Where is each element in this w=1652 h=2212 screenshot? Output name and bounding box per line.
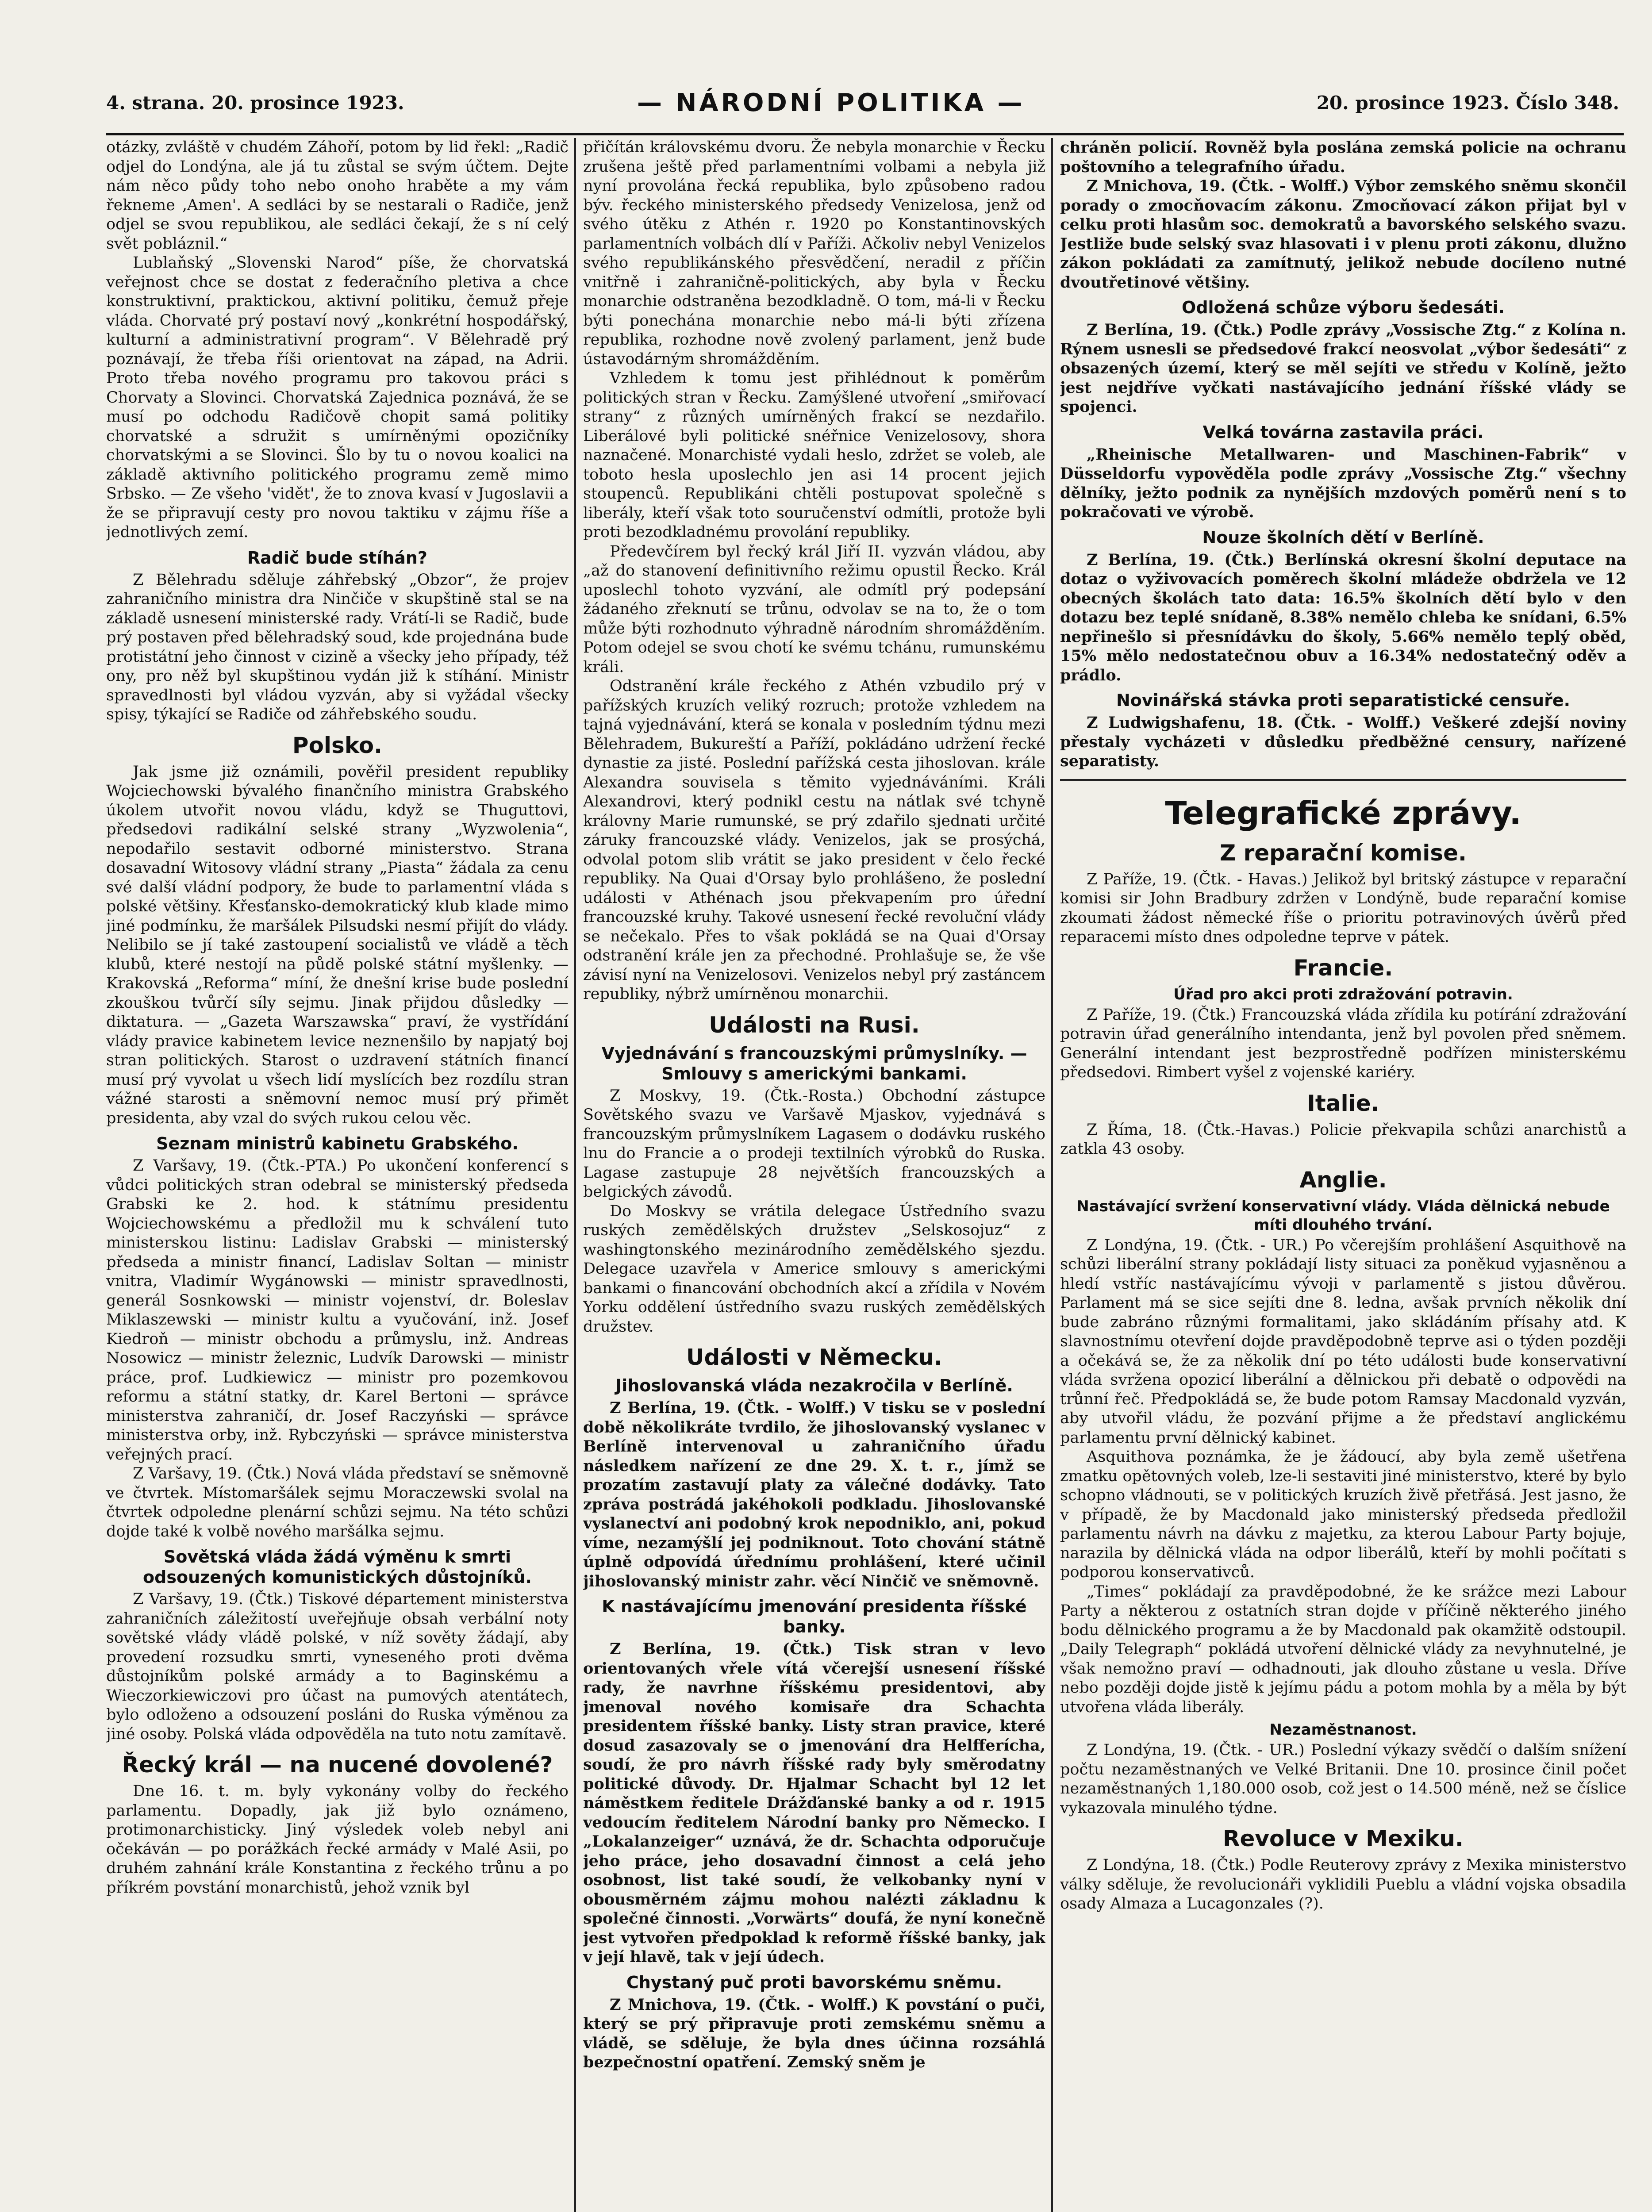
article-text: „Rheinische Metallwaren- und Maschinen-Fabrik“ v Düsseldorfu vypověděla podle zprávy „Vossische Ztg.“ všechny dělníky, ježto podnik za nynějších mzdových poměrů není s to pokračovati ve výrobě. [1060, 445, 1626, 521]
article-text: Z Říma, 18. (Čtk.-Havas.) Policie překvapila schůzi anarchistů a zatkla 43 osoby. [1060, 1121, 1626, 1158]
article-text: Lublaňský „Slovenski Narod“ píše, že chorvatská veřejnost chce se dostat z federačního pletiva a chce konstruktivní, praktickou, aktivní politiku, čemuž přeje vláda. Chorvaté prý postaví nový „konkrétní hospodářský, kulturní a administrativní program“. V Bělehradě prý poznávají, že třeba říši orientovat na západ, na Adrii. Proto třeba nového programu pro takovou práci s Chorvaty a Slovinci. Chorvatská Zajednica poznává, že se musí po odchodu Radičově chopit samá politiky chorvatské a sdružit s umírněnými opozičníky chorvatskými a se Slovinci. Šlo by tu o novou koalici na základě aktivního politického programu země mimo Srbsko. — Ze všeho 'vidět', že to znova kvasí v Jugoslavii a že se připravují cesty pro novou taktiku v zájmu říše a jednotlivých zemí. [106, 254, 569, 541]
article-heading: Nastávající svržení konservativní vlády. Vláda dělnická nebude míti dlouhého trvání. [1076, 1197, 1610, 1234]
article-heading: Velká továrna zastavila práci. [1203, 422, 1484, 442]
subsection-heading: Francie. [1293, 955, 1393, 981]
article-text: Z Ludwigshafenu, 18. (Čtk. - Wolff.) Veškeré zdejší noviny přestaly vycházeti v důsledku předběžné censury, nařízené separatisty. [1060, 714, 1626, 770]
subsection-heading: Italie. [1307, 1090, 1379, 1116]
article-heading: Chystaný puč proti bavorskému sněmu. [626, 1972, 1003, 1992]
article-text: Předevčírem byl řecký král Jiří II. vyzván vládou, aby „až do stanovení definitivního režimu opustil Řecko. Král uposlechl tohoto vyzvání, ale odmítl prý podepsání žádaného zřeknutí se trůnu, odvolav se na to, že o tom může býti rozhodnuto výhradně národním shromážděním. Potom odejel se svou chotí ke svému tchánu, rumunskému králi. [583, 542, 1045, 676]
article-text: Do Moskvy se vrátila delegace Ústředního svazu ruských zemědělských družstev „Selskosojuz“ z washingtonského mezinárodního zemědělského sjezdu. Delegace uzavřela v Americe smlouvy s americkými bankami o financování obchodních akcí a zřídila v Novém Yorku oddělení ústředního svazu ruských zemědělských družstev. [583, 1202, 1045, 1336]
article-text: Dne 16. t. m. byly vykonány volby do řeckého parlamentu. Dopadly, jak již bylo oznámeno, protimonarchisticky. Jiný výsledek voleb nebyl ani očekáván — po porážkách řecké armády v Malé Asii, po druhém zahnání krále Konstantina z řeckého trůnu a po příkrém povstání monarchistů, jehož vznik byl [106, 1782, 569, 1897]
page-date-right: 20. prosince 1923. Číslo 348. [1316, 92, 1619, 114]
article-heading: Nezaměstnanost. [1269, 1721, 1417, 1739]
article-text: Asquithova poznámka, že je žádoucí, aby byla země ušetřena zmatku opětovných voleb, lze-li sestaviti jiné ministerstvo, které by bylo schopno vládnouti, se v politických kruzích živě přetřásá. Jest jasno, že v případě, že by Macdonald jako ministerský předseda předložil parlamentu návrh na dávku z majetku, za kterou Labour Party bojuje, narazila by dělnická vláda na odpor liberálů, kteří by mohli počítati s podporou konservativců. [1060, 1448, 1626, 1581]
section-heading: Telegrafické zprávy. [1165, 794, 1521, 832]
article-text: Z Mnichova, 19. (Čtk. - Wolff.) K povstání o puči, který se prý připravuje proti zemskému sněmu a vládě, se sděluje, že byla dnes účinna rozsáhlá bezpečnostní opatření. Zemský sněm je [583, 1995, 1045, 2071]
subsection-heading: Z reparační komise. [1219, 840, 1467, 866]
column-3 [1060, 138, 1626, 2212]
article-heading: Jihoslovanská vláda nezakročila v Berlíně. [615, 1376, 1013, 1395]
section-divider [1060, 779, 1626, 781]
subsection-heading: Revoluce v Mexiku. [1223, 1826, 1464, 1851]
article-text: Z Varšavy, 19. (Čtk.) Tiskové département ministerstva zahraničních záležitostí uveřejňuje obsah verbální noty sovětské vlády vládě polské, v níž sověty žádají, aby provedení rozsudku smrti, vyneseného proti dvěma důstojníkům polské armády a to Baginskému a Wieczorkiewiczovi pro účast na pumových atentátech, bylo odloženo a odsouzení posláni do Ruska výměnou za jiné osoby. Polská vláda odpověděla na tuto notu zamítavě. [106, 1590, 569, 1743]
subsection-heading: Anglie. [1299, 1167, 1387, 1193]
section-heading: Polsko. [292, 732, 383, 758]
article-heading: Vyjednávání s francouzskými průmyslníky. — Smlouvy s americkými bankami. [601, 1043, 1027, 1083]
article-text: Z Berlína, 19. (Čtk. - Wolff.) V tisku se v poslední době několikráte tvrdilo, že jihoslovanský vyslanec v Berlíně intervenoval u zahraničního úřadu následkem nařízení ze dne 29. X. t. r., jímž se prozatím zastavují platy za válečné dodávky. Tato zpráva postrádá jakéhokoli podkladu. Jihoslovanské vyslanectví ani podobný krok nepodniklo, ani, pokud víme, nezamýšlí jej podniknout. Toto chování státně úplně odpovídá úřednímu prohlášení, které učinil jihoslovanský ministr zahr. věcí Ninčič ve sněmovně. [583, 1399, 1045, 1590]
article-text: Z Moskvy, 19. (Čtk.-Rosta.) Obchodní zástupce Sovětského svazu ve Varšavě Mjaskov, vyjednává s francouzským průmyslníkem Lagasem o dodávku ruského lnu do Francie a o prodeji textilních výrobků do Ruska. Lagase zastupuje 28 největších francouzských a belgických závodů. [583, 1087, 1045, 1201]
article-text: Z Varšavy, 19. (Čtk.-PTA.) Po ukončení konferencí s vůdci politických stran odebral se ministerský předseda Grabski ke 2. hod. k státnímu presidentu Wojciechowskému a předložil mu k schválení tuto ministerskou listinu: Ladislav Grabski — ministerský předseda a ministr financí, Ladislav Soltan — ministr vnitra, Vladimír Wygánowski — ministr spravedlnosti, generál Sosnkowski — ministr vojenství, dr. Boleslav Miklaszewski — ministr kultu a vyučování, inž. Josef Kiedroň — ministr obchodu a průmyslu, inž. Andreas Nosowicz — ministr železnic, Ludvík Darowski — ministr práce, prof. Ludkiewicz — ministr pro pozemkovou reformu a státní statky, dr. Karel Bertoni — správce ministerstva zahraničí, dr. Josef Raczyński — správce ministerstva orby, inž. Rybczyński — správce ministerstva veřejných prací. [106, 1157, 569, 1463]
article-text: Z Mnichova, 19. (Čtk. - Wolff.) Výbor zemského sněmu skončil porady o zmocňovacím zákonu. Zmocňovací zákon přijat byl v celku proti hlasům soc. demokratů a bavorského selského svazu. Jestliže bude selský svaz hlasovati i v plenu proti zákonu, dlužno zákon pokládati za zamítnutý, jelikož nebude docíleno nutné dvoutřetinové většiny. [1060, 177, 1626, 292]
article-text: Z Londýna, 19. (Čtk. - UR.) Poslední výkazy svědčí o dalším snížení počtu nezaměstnaných ve Velké Britanii. Dne 10. prosince činil počet nezaměstnaných 1,180.000 osob, což jest o 14.500 méně, než se číslice vykazovala minulého týdne. [1060, 1741, 1626, 1817]
article-text: Z Paříže, 19. (Čtk.) Francouzská vláda zřídila ku potírání zdražování potravin úřad generálního intendanta, jenž byl povolen před sněmem. Generální intendant jest bezprostředně podřízen ministerskému předsedovi. Rimbert vyšel z vojenské kariéry. [1060, 1006, 1626, 1081]
article-text: Jak jsme již oznámili, pověřil president republiky Wojciechowski bývalého finančního ministra Grabského úkolem utvořit novou vládu, když se Thuguttovi, předsedovi radikální selské strany „Wyzwolenia“, nepodařilo sestavit odborné ministerstvo. Strana dosavadní Witosovy vládní strany „Piasta“ žádala za cenu své další vládní podpory, že bude to parlamentní vláda s polské většiny. Křesťansko-demokratický klub klade mimo jiné podmínku, že maršálek Pilsudski nesmí přijít do vlády. Nelibilo se jí také zastoupení socialistů ve vládě a těch klubů, které nestojí na půdě polské státní myšlenky. — Krakovská „Reforma“ míní, že dnešní krise bude poslední zkouškou tvůrčí síly sejmu. Jinak přijdou důsledky — diktatura. — „Gazeta Warszawska“ praví, že vystřídání vlády pravice kabinetem levice neznenšilo by napjatý boj stran politických. Starost o uzdravení státních financí musí prý vyvolat u všech lidí myslících bez rozdílu stran vážné starosti a sněmovní nemoc musí prý přimět presidenta, aby vzal do svých rukou celou věc. [106, 763, 569, 1127]
article-heading: Odložená schůze výboru šedesáti. [1182, 298, 1505, 317]
column-1 [106, 138, 569, 2212]
article-text: „Times“ pokládají za pravděpodobné, že ke srážce mezi Labour Party a některou z ostatních stran dojde v příčině některého jiného bodu dělnického programu a že by Macdonald pak okamžitě odstoupil. „Daily Telegraph“ pokládá utvoření dělnické vlády za nevyhnutelné, je však nemožno praví — odhadnouti, jak dlouho zůstane u vesla. Dříve nebo později dojde jistě k jejímu pádu a potom mohla by a měla by být utvořena vláda liberály. [1060, 1582, 1626, 1716]
article-heading: Seznam ministrů kabinetu Grabského. [156, 1134, 519, 1153]
article-heading: Úřad pro akci proti zdražování potravin. [1173, 985, 1513, 1003]
article-text: Vzhledem k tomu jest přihlédnout k poměrům politických stran v Řecku. Zamýšlené utvoření „smiřovací strany“ z různých umírněných frakcí se nezdařilo. Liberálové byli politické snéřnice Venizelosovy, shora naznačené. Monarchisté vydali heslo, zdržet se voleb, ale toboto hesla uposlechlo jen asi 14 procent jejich stoupenců. Republikáni chtěli postupovat společně s liberály, kteří však toto souručenství odmítli, protože byli proti bezodkladnému provolání republiky. [583, 369, 1045, 541]
section-heading: Události v Německu. [686, 1344, 943, 1370]
article-text: Z Berlína, 19. (Čtk.) Podle zprávy „Vossische Ztg.“ z Kolína n. Rýnem usnesli se předsedové frakcí neosvolat „výbor šedesáti“ z obsazených území, který se měl sejíti ve středu v Kolíně, ježto jest nejdříve vyčkati nastávajícího jednání říšské vlády se spojenci. [1060, 321, 1626, 416]
article-text: Z Bělehradu sděluje záhřebský „Obzor“, že projev zahraničního ministra dra Ninčiče v skupštině stal se na základě usnesení ministerské rady. Vrátí-li se Radič, bude prý postaven před bělehradský soud, kde projednána bude protistátní jeho činnost v cizině a všecky jeho případy, též ony, pro něž byl skupštinou vydán již k stíhání. Ministr spravedlnosti byl vládou vyzván, aby si vyžádal všecky spisy, týkající se Radiče od záhřebského soudu. [106, 571, 569, 723]
article-text: chráněn policií. Rovněž byla poslána zemská policie na ochranu poštovního a telegrafního úřadu. [1060, 138, 1626, 176]
section-heading: Události na Rusi. [709, 1012, 920, 1038]
article-heading: Nouze školních dětí v Berlíně. [1202, 527, 1484, 547]
article-text: Z Berlína, 19. (Čtk.) Tisk stran v levo orientovaných vřele vítá včerejší usnesení říšské rady, že navrhne říšskému presidentovi, aby jmenoval nového komisaře dra Schachta presidentem říšské banky. Listy stran pravice, které dosud zasazovaly se o jmenování dra Helfferícha, soudí, že pro návrh říšské rady byly směrodatny politické důvody. Dr. Hjalmar Schacht byl 12 let náměstkem ředitele Drážďanské banky a od r. 1915 vedoucím ředitelem Národní banky pro Německo. I „Lokalanzeiger“ uznává, že dr. Schachta odporučuje jeho práce, jeho dosavadní činnost a celá jeho osobnost, list také soudí, že velkobanky nyní v obousměrném zájmu mohou nalézti základnu k společné činnosti. „Vorwärts“ doufá, že nyní konečně jest vytvořen předpoklad k reformě říšské banky, jak v její hlavě, tak v její údech. [583, 1640, 1045, 1966]
article-text: přičítán královskému dvoru. Že nebyla monarchie v Řecku zrušena ještě před parlamentními volbami a nebyla již nyní provolána řecká republika, bylo způsobeno radou býv. řeckého ministerského předsedy Venizelosa, jenž od svého útěku z Athén r. 1920 po Konstantinovských parlamentních volbách dlí v Paříži. Ačkoliv nebyl Venizelos svého republikánského přesvědčení, neradil z příčin vnitřně i zahraničně-politických, aby byla v Řecku monarchie odstraněna bezodkladně. O tom, má-li v Řecku býti ponechána monarchie nebo má-li býti zřízena republika, rozhodne nově zvolený parlament, jenž bude ústavodárným shromážděním. [583, 138, 1045, 368]
column-2 [583, 138, 1045, 2212]
article-heading: K nastávajícímu jmenování presidenta říšské banky. [602, 1597, 1027, 1636]
column-divider [1051, 138, 1053, 2212]
article-text: Z Paříže, 19. (Čtk. - Havas.) Jelikož byl britský zástupce v reparační komisi sir John Bradbury zdržen v Londýně, bude reparační komise zkoumati žádost německé říše o prioritu potravinových úvěrů před reparacemi místo dnes odpoledne teprve v pátek. [1060, 870, 1626, 946]
article-heading: Sovětská vláda žádá výměnu k smrti odsouzených komunistických důstojníků. [143, 1547, 532, 1587]
header-rule [106, 133, 1624, 135]
article-heading: Radič bude stíhán? [247, 548, 427, 568]
page-date-left: 4. strana. 20. prosince 1923. [106, 92, 404, 114]
article-text: Z Berlína, 19. (Čtk.) Berlínská okresní školní deputace na dotaz o vyživovacích poměrech školní mládeže obdržela ve 12 obecných školách tato data: 16.5% školních dětí bylo v den dotazu bez teplé snídaně, 8.38% nemělo chleba ke snídani, 6.5% nepřinešlo si přesnídávku do školy, 5.66% nemělo teplý oběd, 15% mělo nedostatečnou obuv a 16.34% nedostatečný oděv a prádlo. [1060, 550, 1626, 684]
article-text: Z Londýna, 19. (Čtk. - UR.) Po včerejším prohlášení Asquithově na schůzi liberální strany pokládají listy situaci za poněkud vyjasněnou a hledí vstříc nastávajícímu vývoji v parlamentě s jistou důvěrou. Parlament má se sice sejíti dne 8. ledna, avšak prvních několik dní bude zabráno různými formalitami, jako skládáním přísahy atd. K slavnostnímu otevření dojde pravděpodobně teprve asi o týden později a očekává se, že za několik dní po této události bude konservativní vláda svržena opozicí liberální a dělnickou při debatě o odpovědi na trůnní řeč. Předpokládá se, že bude potom Ramsay Macdonald vyzván, aby utvořil vládu, že pozvání přijme a že představí anglickému parlamentu první dělnický kabinet. [1060, 1236, 1626, 1447]
column-divider [574, 138, 576, 2212]
article-text: Odstranění krále řeckého z Athén vzbudilo prý v pařížských kruzích veliký rozruch; protože vzhledem na tajná vyjednávání, která se konala v posledním týdnu mezi Bělehradem, Bukureští a Paříží, pokládáno udržení řecké dynastie za jisté. Poslední pařížská cesta jihoslovan. krále Alexandra souvisela s těmito vyjednáváními. Králi Alexandrovi, který podnikl cestu na nátlak své tchyně královny Marie rumunské, se prý zdařilo sjednati určité záruky francouzské vlády. Venizelos, jak se prosýchá, odvolal potom slib vrátit se jako president v čelo řecké republiky. Na Quai d'Orsay bylo prohlášeno, že poslední události v Athénach jsou překvapením pro úřední francouzské kruhy. Takové usnesení řecké revoluční vlády se nečekalo. Přes to však pokládá se na Quai d'Orsay odstranění krále jen za přechodné. Prohlašuje se, že vše závisí nyní na Venizelosovi. Venizelos nebyl prý zastáncem republiky, nýbrž umírněnou monarchii. [583, 677, 1045, 1003]
article-heading: Novinářská stávka proti separatistické censuře. [1116, 691, 1571, 710]
masthead [106, 88, 1619, 123]
newspaper-title: — NÁRODNÍ POLITIKA — [637, 88, 1025, 117]
article-text: Z Londýna, 18. (Čtk.) Podle Reuterovy zprávy z Mexika ministerstvo války sděluje, že revolucionáři vyklidili Pueblu a vládní vojska obsadila osady Almaza a Lucagonzales (?). [1060, 1856, 1626, 1912]
section-heading: Řecký král — na nucené dovolené? [122, 1752, 553, 1778]
article-text: otázky, zvláště v chudém Záhoří, potom by lid řekl: „Radič odjel do Londýna, ale já tu zůstal se svým účtem. Dejte nám něco půdy toho nebo onoho hraběte a my vám řekneme ‚Amen'. A sedláci by se nestarali o Radiče, jenž odjel se svou republikou, ale sedláci čekají, že s ní celý svět pobláznil.“ [106, 138, 569, 253]
article-text: Z Varšavy, 19. (Čtk.) Nová vláda představí se sněmovně ve čtvrtek. Místomaršálek sejmu Moraczewski svolal na čtvrtek odpoledne plenární schůzi sejmu. Na této schůzi dojde také k volbě nového maršálka sejmu. [106, 1465, 569, 1540]
